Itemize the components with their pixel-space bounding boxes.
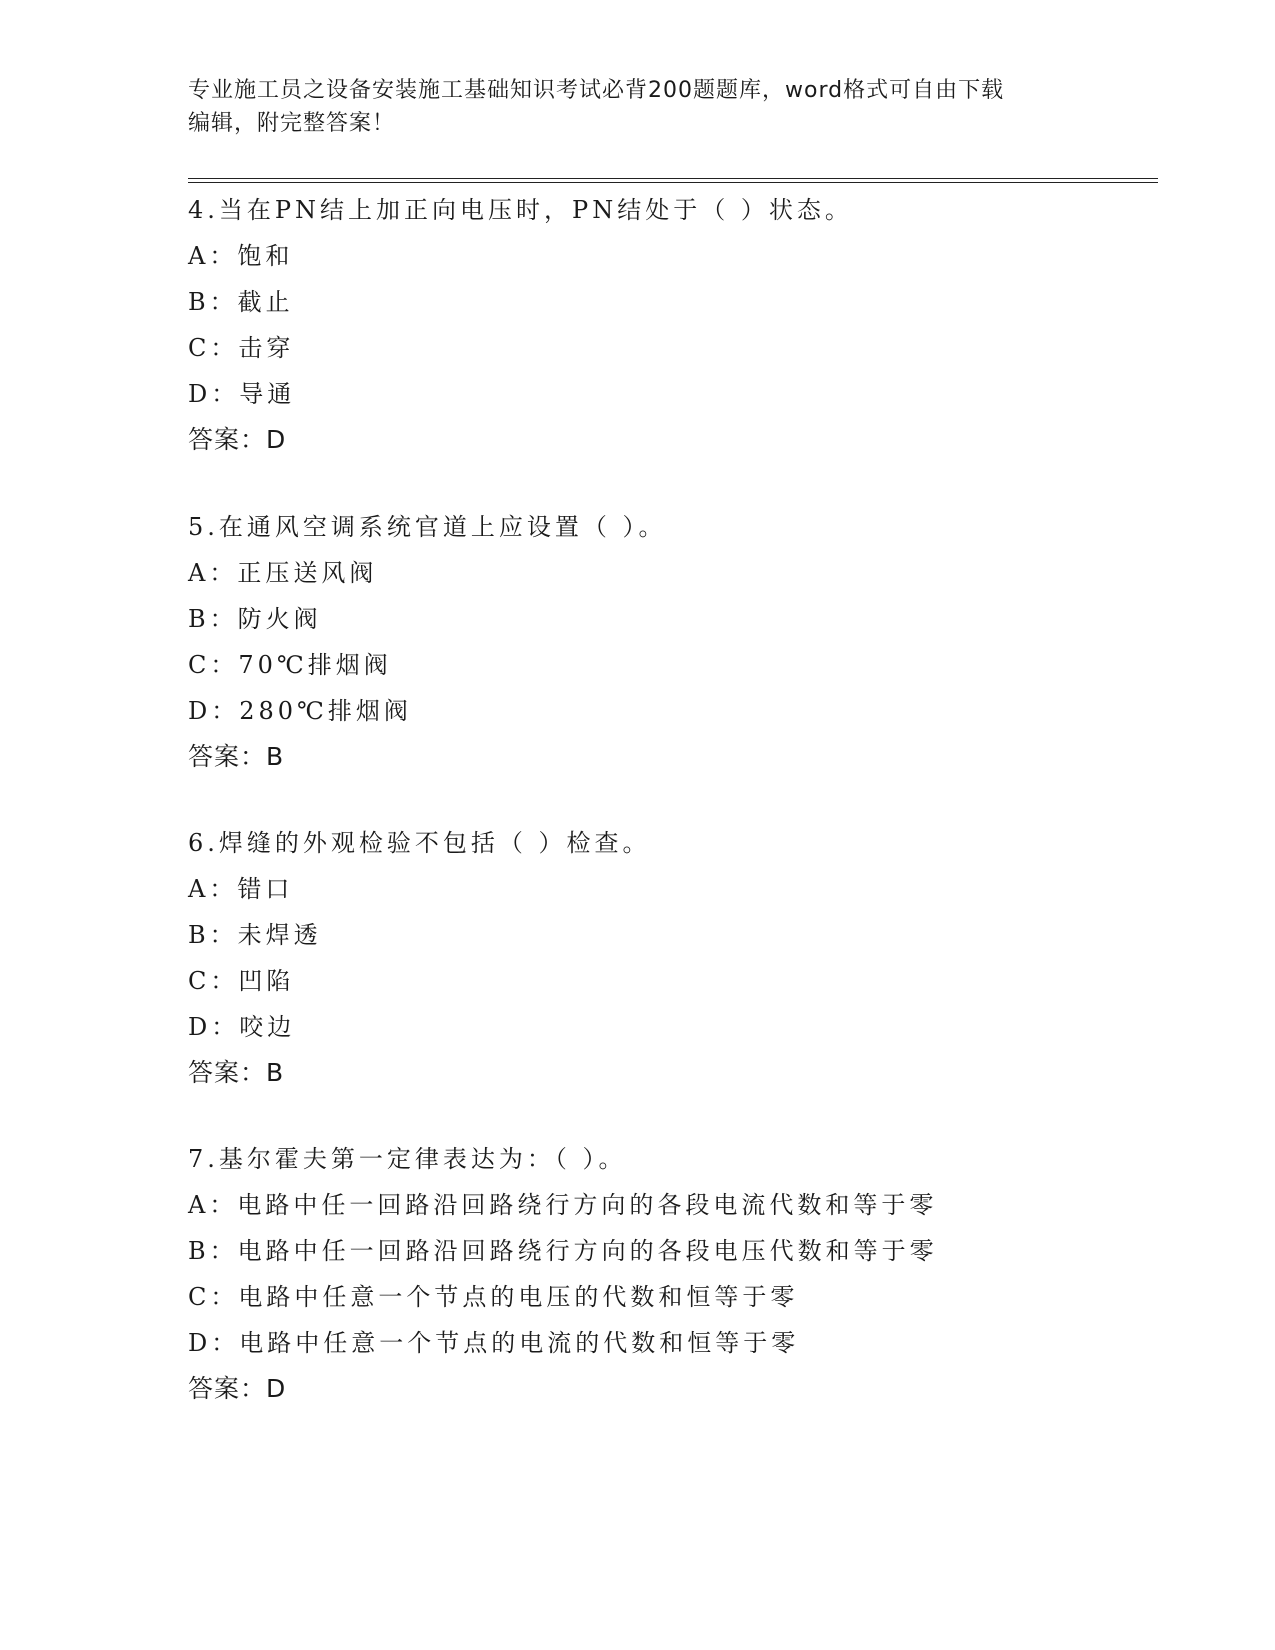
header-line-1: 专业施工员之设备安装施工基础知识考试必背200题题库，word格式可自由下载: [188, 78, 1005, 103]
option-b: B：截止: [188, 288, 294, 316]
question-block: [188, 820, 1188, 1096]
option-b: B：未焊透: [188, 921, 322, 949]
header-double-rule: [188, 178, 1158, 183]
option-d: D：导通: [188, 380, 296, 408]
option-d: D：280℃排烟阀: [188, 697, 412, 725]
question-block: [188, 504, 1188, 780]
option-b: B：防火阀: [188, 605, 322, 633]
question-block: [188, 1136, 1188, 1412]
option-c: C：凹陷: [188, 967, 295, 995]
document-header: [188, 74, 1088, 140]
question-stem: 7.基尔霍夫第一定律表达为：（ ）。: [188, 1145, 627, 1173]
option-b: B：电路中任一回路沿回路绕行方向的各段电压代数和等于零: [188, 1237, 938, 1265]
option-a: A：正压送风阀: [188, 559, 378, 587]
answer-line: 答案：D: [188, 1374, 287, 1403]
header-line-2: 编辑，附完整答案！: [188, 111, 396, 136]
option-d: D：咬边: [188, 1013, 296, 1041]
option-c: C：电路中任意一个节点的电压的代数和恒等于零: [188, 1283, 799, 1311]
option-a: A：错口: [188, 875, 294, 903]
option-c: C：70℃排烟阀: [188, 651, 392, 679]
question-stem: 4.当在PN结上加正向电压时，PN结处于（ ）状态。: [188, 196, 853, 224]
question-stem: 6.焊缝的外观检验不包括（ ）检查。: [188, 829, 651, 857]
answer-line: 答案：D: [188, 425, 287, 454]
answer-line: 答案：B: [188, 742, 285, 771]
answer-line: 答案：B: [188, 1058, 285, 1087]
question-stem: 5.在通风空调系统官道上应设置（ ）。: [188, 513, 667, 541]
option-d: D：电路中任意一个节点的电流的代数和恒等于零: [188, 1329, 800, 1357]
question-block: [188, 187, 1188, 463]
option-a: A：电路中任一回路沿回路绕行方向的各段电流代数和等于零: [188, 1191, 938, 1219]
option-a: A：饱和: [188, 242, 294, 270]
option-c: C：击穿: [188, 334, 295, 362]
